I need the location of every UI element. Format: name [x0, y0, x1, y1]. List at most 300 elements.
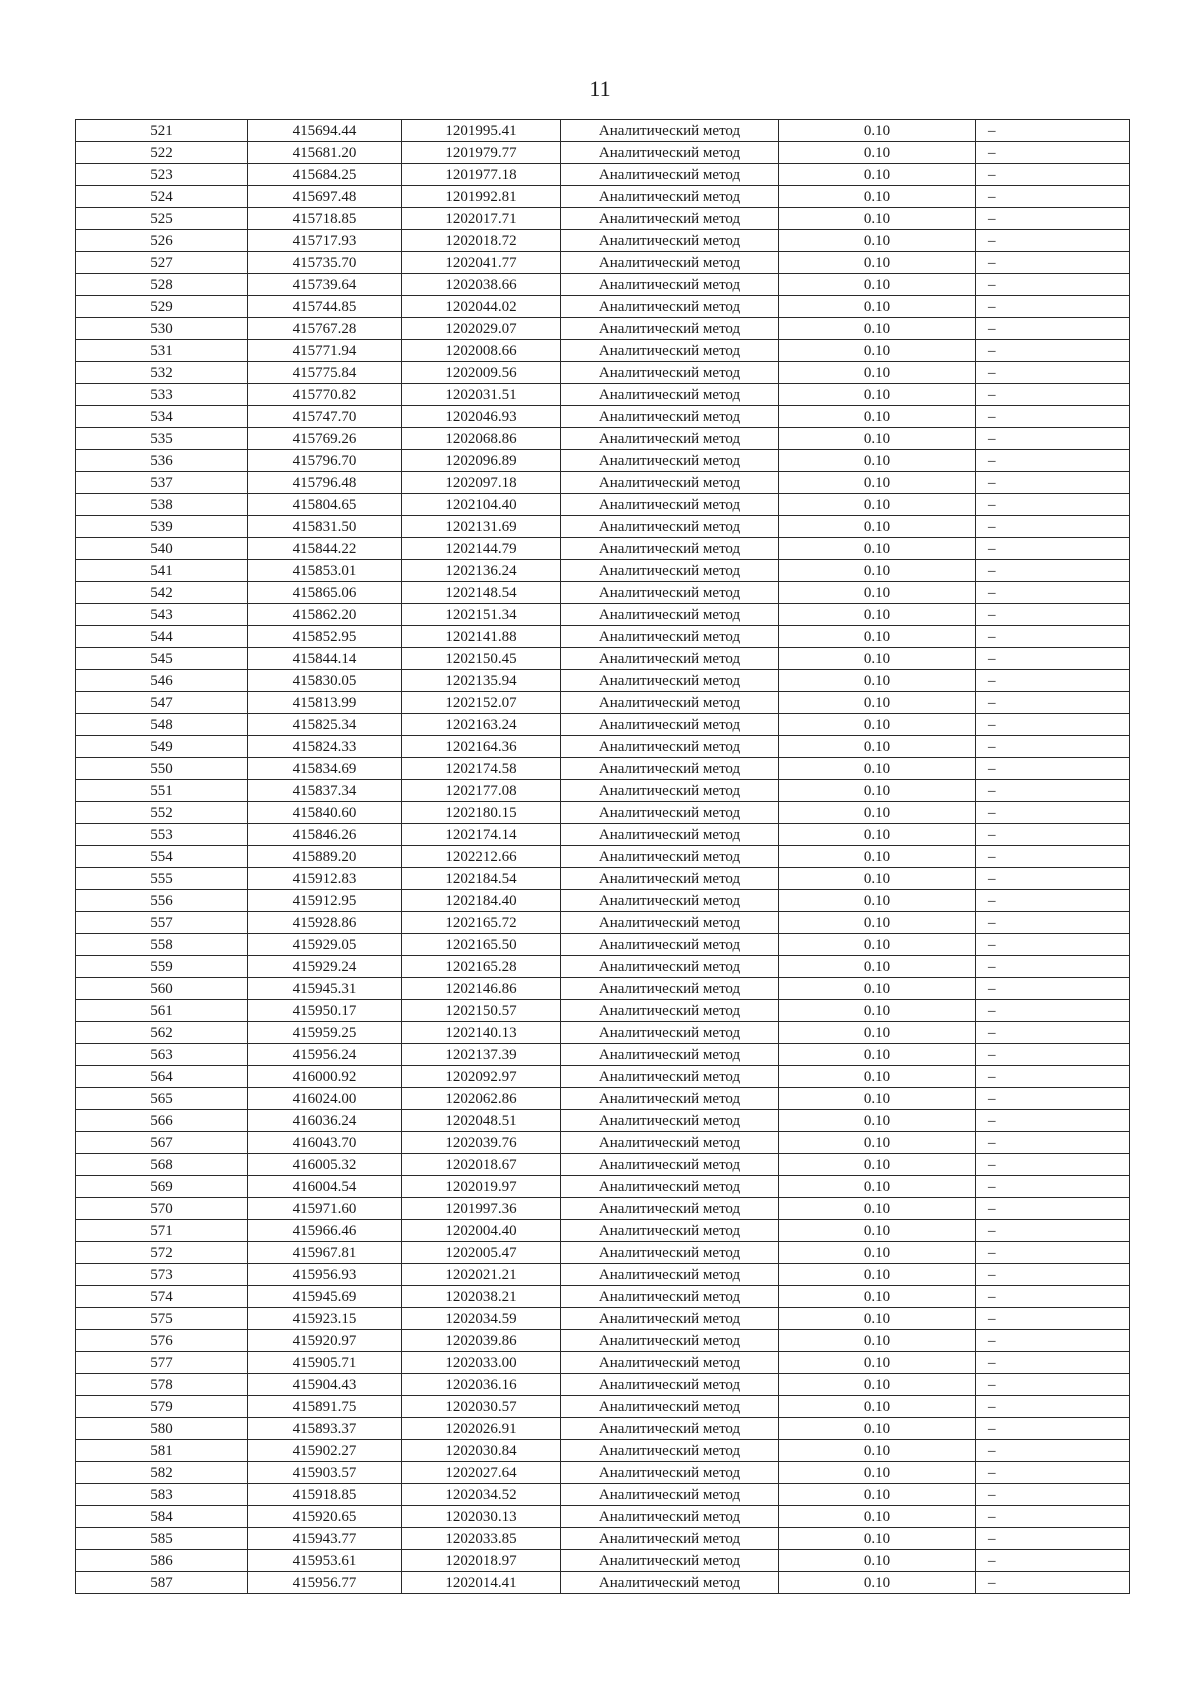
precision-cell: 0.10: [779, 494, 976, 516]
point-number-cell: 545: [76, 648, 248, 670]
table-row: [76, 428, 1130, 450]
x-coordinate-cell: 415950.17: [248, 1000, 402, 1022]
method-cell: Аналитический метод: [561, 1022, 779, 1044]
x-coordinate-cell: 415697.48: [248, 186, 402, 208]
x-coordinate-cell: 415853.01: [248, 560, 402, 582]
precision-cell: 0.10: [779, 318, 976, 340]
method-cell: Аналитический метод: [561, 164, 779, 186]
table-row: [76, 142, 1130, 164]
y-coordinate-cell: 1202165.72: [402, 912, 561, 934]
point-number-cell: 576: [76, 1330, 248, 1352]
table-row: [76, 1132, 1130, 1154]
precision-cell: 0.10: [779, 186, 976, 208]
table-row: [76, 1242, 1130, 1264]
point-number-cell: 570: [76, 1198, 248, 1220]
precision-cell: 0.10: [779, 1550, 976, 1572]
point-number-cell: 561: [76, 1000, 248, 1022]
point-number-cell: 565: [76, 1088, 248, 1110]
x-coordinate-cell: 415956.77: [248, 1572, 402, 1594]
precision-cell: 0.10: [779, 1396, 976, 1418]
x-coordinate-cell: 415840.60: [248, 802, 402, 824]
table-row: [76, 648, 1130, 670]
method-cell: Аналитический метод: [561, 912, 779, 934]
y-coordinate-cell: 1202150.57: [402, 1000, 561, 1022]
point-number-cell: 549: [76, 736, 248, 758]
precision-cell: 0.10: [779, 912, 976, 934]
precision-cell: 0.10: [779, 692, 976, 714]
x-coordinate-cell: 415852.95: [248, 626, 402, 648]
method-cell: Аналитический метод: [561, 824, 779, 846]
note-cell: –: [976, 296, 1130, 318]
method-cell: Аналитический метод: [561, 318, 779, 340]
note-cell: –: [976, 1330, 1130, 1352]
point-number-cell: 551: [76, 780, 248, 802]
table-row: [76, 604, 1130, 626]
x-coordinate-cell: 415929.24: [248, 956, 402, 978]
x-coordinate-cell: 415796.70: [248, 450, 402, 472]
method-cell: Аналитический метод: [561, 406, 779, 428]
y-coordinate-cell: 1202030.84: [402, 1440, 561, 1462]
note-cell: –: [976, 890, 1130, 912]
precision-cell: 0.10: [779, 1308, 976, 1330]
precision-cell: 0.10: [779, 934, 976, 956]
note-cell: –: [976, 1264, 1130, 1286]
point-number-cell: 533: [76, 384, 248, 406]
precision-cell: 0.10: [779, 1506, 976, 1528]
point-number-cell: 547: [76, 692, 248, 714]
y-coordinate-cell: 1202041.77: [402, 252, 561, 274]
x-coordinate-cell: 415912.83: [248, 868, 402, 890]
note-cell: –: [976, 142, 1130, 164]
x-coordinate-cell: 415844.22: [248, 538, 402, 560]
table-row: [76, 1044, 1130, 1066]
method-cell: Аналитический метод: [561, 538, 779, 560]
precision-cell: 0.10: [779, 1044, 976, 1066]
x-coordinate-cell: 415971.60: [248, 1198, 402, 1220]
x-coordinate-cell: 415834.69: [248, 758, 402, 780]
x-coordinate-cell: 415813.99: [248, 692, 402, 714]
table-row: [76, 1308, 1130, 1330]
y-coordinate-cell: 1202019.97: [402, 1176, 561, 1198]
x-coordinate-cell: 415681.20: [248, 142, 402, 164]
y-coordinate-cell: 1202039.76: [402, 1132, 561, 1154]
point-number-cell: 587: [76, 1572, 248, 1594]
y-coordinate-cell: 1202004.40: [402, 1220, 561, 1242]
point-number-cell: 584: [76, 1506, 248, 1528]
x-coordinate-cell: 415928.86: [248, 912, 402, 934]
note-cell: –: [976, 626, 1130, 648]
table-row: [76, 1198, 1130, 1220]
note-cell: –: [976, 736, 1130, 758]
precision-cell: 0.10: [779, 230, 976, 252]
x-coordinate-cell: 415902.27: [248, 1440, 402, 1462]
x-coordinate-cell: 415830.05: [248, 670, 402, 692]
note-cell: –: [976, 1022, 1130, 1044]
y-coordinate-cell: 1202005.47: [402, 1242, 561, 1264]
table-row: [76, 472, 1130, 494]
y-coordinate-cell: 1202131.69: [402, 516, 561, 538]
note-cell: –: [976, 384, 1130, 406]
method-cell: Аналитический метод: [561, 1176, 779, 1198]
x-coordinate-cell: 415837.34: [248, 780, 402, 802]
method-cell: Аналитический метод: [561, 1440, 779, 1462]
table-row: [76, 164, 1130, 186]
table-row: [76, 1484, 1130, 1506]
method-cell: Аналитический метод: [561, 142, 779, 164]
y-coordinate-cell: 1202018.72: [402, 230, 561, 252]
precision-cell: 0.10: [779, 604, 976, 626]
precision-cell: 0.10: [779, 956, 976, 978]
note-cell: –: [976, 956, 1130, 978]
note-cell: –: [976, 978, 1130, 1000]
y-coordinate-cell: 1202009.56: [402, 362, 561, 384]
method-cell: Аналитический метод: [561, 1352, 779, 1374]
x-coordinate-cell: 415912.95: [248, 890, 402, 912]
point-number-cell: 577: [76, 1352, 248, 1374]
precision-cell: 0.10: [779, 1220, 976, 1242]
precision-cell: 0.10: [779, 824, 976, 846]
table-row: [76, 1506, 1130, 1528]
y-coordinate-cell: 1202034.52: [402, 1484, 561, 1506]
note-cell: –: [976, 802, 1130, 824]
method-cell: Аналитический метод: [561, 626, 779, 648]
point-number-cell: 525: [76, 208, 248, 230]
x-coordinate-cell: 416005.32: [248, 1154, 402, 1176]
precision-cell: 0.10: [779, 626, 976, 648]
y-coordinate-cell: 1202135.94: [402, 670, 561, 692]
y-coordinate-cell: 1202008.66: [402, 340, 561, 362]
method-cell: Аналитический метод: [561, 472, 779, 494]
point-number-cell: 546: [76, 670, 248, 692]
method-cell: Аналитический метод: [561, 1088, 779, 1110]
point-number-cell: 531: [76, 340, 248, 362]
x-coordinate-cell: 416004.54: [248, 1176, 402, 1198]
y-coordinate-cell: 1201997.36: [402, 1198, 561, 1220]
x-coordinate-cell: 415923.15: [248, 1308, 402, 1330]
precision-cell: 0.10: [779, 1088, 976, 1110]
note-cell: –: [976, 1462, 1130, 1484]
precision-cell: 0.10: [779, 1418, 976, 1440]
note-cell: –: [976, 1396, 1130, 1418]
point-number-cell: 564: [76, 1066, 248, 1088]
note-cell: –: [976, 362, 1130, 384]
point-number-cell: 569: [76, 1176, 248, 1198]
x-coordinate-cell: 415966.46: [248, 1220, 402, 1242]
y-coordinate-cell: 1202092.97: [402, 1066, 561, 1088]
method-cell: Аналитический метод: [561, 648, 779, 670]
method-cell: Аналитический метод: [561, 802, 779, 824]
method-cell: Аналитический метод: [561, 934, 779, 956]
method-cell: Аналитический метод: [561, 1198, 779, 1220]
precision-cell: 0.10: [779, 1154, 976, 1176]
y-coordinate-cell: 1201977.18: [402, 164, 561, 186]
method-cell: Аналитический метод: [561, 1242, 779, 1264]
y-coordinate-cell: 1202184.40: [402, 890, 561, 912]
table-row: [76, 714, 1130, 736]
y-coordinate-cell: 1202152.07: [402, 692, 561, 714]
note-cell: –: [976, 1198, 1130, 1220]
precision-cell: 0.10: [779, 538, 976, 560]
note-cell: –: [976, 1110, 1130, 1132]
x-coordinate-cell: 415862.20: [248, 604, 402, 626]
precision-cell: 0.10: [779, 1352, 976, 1374]
x-coordinate-cell: 415717.93: [248, 230, 402, 252]
table-row: [76, 340, 1130, 362]
precision-cell: 0.10: [779, 296, 976, 318]
table-row: [76, 1374, 1130, 1396]
table-row: [76, 1000, 1130, 1022]
point-number-cell: 582: [76, 1462, 248, 1484]
y-coordinate-cell: 1202150.45: [402, 648, 561, 670]
method-cell: Аналитический метод: [561, 1066, 779, 1088]
point-number-cell: 536: [76, 450, 248, 472]
note-cell: –: [976, 604, 1130, 626]
method-cell: Аналитический метод: [561, 1462, 779, 1484]
precision-cell: 0.10: [779, 472, 976, 494]
precision-cell: 0.10: [779, 670, 976, 692]
precision-cell: 0.10: [779, 384, 976, 406]
precision-cell: 0.10: [779, 714, 976, 736]
x-coordinate-cell: 415846.26: [248, 824, 402, 846]
precision-cell: 0.10: [779, 1022, 976, 1044]
y-coordinate-cell: 1202033.00: [402, 1352, 561, 1374]
y-coordinate-cell: 1202151.34: [402, 604, 561, 626]
point-number-cell: 548: [76, 714, 248, 736]
method-cell: Аналитический метод: [561, 1418, 779, 1440]
table-row: [76, 384, 1130, 406]
table-row: [76, 1066, 1130, 1088]
table-row: [76, 978, 1130, 1000]
x-coordinate-cell: 416036.24: [248, 1110, 402, 1132]
x-coordinate-cell: 415953.61: [248, 1550, 402, 1572]
method-cell: Аналитический метод: [561, 1374, 779, 1396]
y-coordinate-cell: 1202031.51: [402, 384, 561, 406]
point-number-cell: 524: [76, 186, 248, 208]
precision-cell: 0.10: [779, 428, 976, 450]
method-cell: Аналитический метод: [561, 362, 779, 384]
table-row: [76, 670, 1130, 692]
note-cell: –: [976, 428, 1130, 450]
note-cell: –: [976, 230, 1130, 252]
note-cell: –: [976, 1550, 1130, 1572]
method-cell: Аналитический метод: [561, 384, 779, 406]
table-row: [76, 1572, 1130, 1594]
point-number-cell: 572: [76, 1242, 248, 1264]
method-cell: Аналитический метод: [561, 252, 779, 274]
table-row: [76, 1330, 1130, 1352]
table-row: [76, 1088, 1130, 1110]
point-number-cell: 534: [76, 406, 248, 428]
y-coordinate-cell: 1201979.77: [402, 142, 561, 164]
point-number-cell: 571: [76, 1220, 248, 1242]
note-cell: –: [976, 1154, 1130, 1176]
y-coordinate-cell: 1202165.28: [402, 956, 561, 978]
note-cell: –: [976, 1242, 1130, 1264]
y-coordinate-cell: 1202018.67: [402, 1154, 561, 1176]
method-cell: Аналитический метод: [561, 714, 779, 736]
precision-cell: 0.10: [779, 648, 976, 670]
y-coordinate-cell: 1202014.41: [402, 1572, 561, 1594]
note-cell: –: [976, 1440, 1130, 1462]
x-coordinate-cell: 415865.06: [248, 582, 402, 604]
method-cell: Аналитический метод: [561, 450, 779, 472]
note-cell: –: [976, 912, 1130, 934]
table-row: [76, 1418, 1130, 1440]
note-cell: –: [976, 1132, 1130, 1154]
x-coordinate-cell: 415904.43: [248, 1374, 402, 1396]
precision-cell: 0.10: [779, 1066, 976, 1088]
x-coordinate-cell: 415891.75: [248, 1396, 402, 1418]
point-number-cell: 552: [76, 802, 248, 824]
table-row: [76, 1352, 1130, 1374]
table-row: [76, 934, 1130, 956]
precision-cell: 0.10: [779, 978, 976, 1000]
note-cell: –: [976, 1000, 1130, 1022]
x-coordinate-cell: 415929.05: [248, 934, 402, 956]
x-coordinate-cell: 415824.33: [248, 736, 402, 758]
table-row: [76, 1110, 1130, 1132]
point-number-cell: 575: [76, 1308, 248, 1330]
y-coordinate-cell: 1202174.14: [402, 824, 561, 846]
x-coordinate-cell: 415943.77: [248, 1528, 402, 1550]
table-row: [76, 120, 1130, 142]
table-row: [76, 736, 1130, 758]
y-coordinate-cell: 1202146.86: [402, 978, 561, 1000]
point-number-cell: 573: [76, 1264, 248, 1286]
method-cell: Аналитический метод: [561, 956, 779, 978]
y-coordinate-cell: 1202036.16: [402, 1374, 561, 1396]
method-cell: Аналитический метод: [561, 1506, 779, 1528]
precision-cell: 0.10: [779, 582, 976, 604]
table-row: [76, 1154, 1130, 1176]
note-cell: –: [976, 450, 1130, 472]
y-coordinate-cell: 1202148.54: [402, 582, 561, 604]
precision-cell: 0.10: [779, 274, 976, 296]
method-cell: Аналитический метод: [561, 120, 779, 142]
precision-cell: 0.10: [779, 516, 976, 538]
y-coordinate-cell: 1202163.24: [402, 714, 561, 736]
point-number-cell: 532: [76, 362, 248, 384]
x-coordinate-cell: 415918.85: [248, 1484, 402, 1506]
y-coordinate-cell: 1202018.97: [402, 1550, 561, 1572]
y-coordinate-cell: 1202029.07: [402, 318, 561, 340]
precision-cell: 0.10: [779, 362, 976, 384]
note-cell: –: [976, 868, 1130, 890]
method-cell: Аналитический метод: [561, 1132, 779, 1154]
method-cell: Аналитический метод: [561, 1286, 779, 1308]
x-coordinate-cell: 415767.28: [248, 318, 402, 340]
method-cell: Аналитический метод: [561, 758, 779, 780]
method-cell: Аналитический метод: [561, 890, 779, 912]
method-cell: Аналитический метод: [561, 978, 779, 1000]
note-cell: –: [976, 560, 1130, 582]
note-cell: –: [976, 780, 1130, 802]
table-row: [76, 252, 1130, 274]
note-cell: –: [976, 1528, 1130, 1550]
table-row: [76, 406, 1130, 428]
x-coordinate-cell: 415956.24: [248, 1044, 402, 1066]
x-coordinate-cell: 415770.82: [248, 384, 402, 406]
x-coordinate-cell: 415775.84: [248, 362, 402, 384]
precision-cell: 0.10: [779, 1330, 976, 1352]
precision-cell: 0.10: [779, 164, 976, 186]
table-row: [76, 560, 1130, 582]
precision-cell: 0.10: [779, 142, 976, 164]
note-cell: –: [976, 186, 1130, 208]
method-cell: Аналитический метод: [561, 274, 779, 296]
y-coordinate-cell: 1202177.08: [402, 780, 561, 802]
table-row: [76, 318, 1130, 340]
point-number-cell: 541: [76, 560, 248, 582]
table-row: [76, 362, 1130, 384]
x-coordinate-cell: 415967.81: [248, 1242, 402, 1264]
y-coordinate-cell: 1202044.02: [402, 296, 561, 318]
y-coordinate-cell: 1202180.15: [402, 802, 561, 824]
method-cell: Аналитический метод: [561, 1308, 779, 1330]
x-coordinate-cell: 415920.97: [248, 1330, 402, 1352]
table-row: [76, 956, 1130, 978]
table-row: [76, 1264, 1130, 1286]
point-number-cell: 555: [76, 868, 248, 890]
point-number-cell: 567: [76, 1132, 248, 1154]
precision-cell: 0.10: [779, 560, 976, 582]
method-cell: Аналитический метод: [561, 1264, 779, 1286]
table-row: [76, 538, 1130, 560]
note-cell: –: [976, 1352, 1130, 1374]
table-row: [76, 1528, 1130, 1550]
note-cell: –: [976, 670, 1130, 692]
table-row: [76, 1440, 1130, 1462]
method-cell: Аналитический метод: [561, 1572, 779, 1594]
point-number-cell: 560: [76, 978, 248, 1000]
x-coordinate-cell: 415889.20: [248, 846, 402, 868]
point-number-cell: 574: [76, 1286, 248, 1308]
point-number-cell: 556: [76, 890, 248, 912]
note-cell: –: [976, 758, 1130, 780]
y-coordinate-cell: 1202174.58: [402, 758, 561, 780]
x-coordinate-cell: 415804.65: [248, 494, 402, 516]
precision-cell: 0.10: [779, 1374, 976, 1396]
point-number-cell: 542: [76, 582, 248, 604]
note-cell: –: [976, 1286, 1130, 1308]
x-coordinate-cell: 415694.44: [248, 120, 402, 142]
note-cell: –: [976, 648, 1130, 670]
point-number-cell: 578: [76, 1374, 248, 1396]
note-cell: –: [976, 120, 1130, 142]
precision-cell: 0.10: [779, 450, 976, 472]
y-coordinate-cell: 1202144.79: [402, 538, 561, 560]
method-cell: Аналитический метод: [561, 780, 779, 802]
precision-cell: 0.10: [779, 1110, 976, 1132]
x-coordinate-cell: 415684.25: [248, 164, 402, 186]
method-cell: Аналитический метод: [561, 868, 779, 890]
table-row: [76, 230, 1130, 252]
point-number-cell: 558: [76, 934, 248, 956]
y-coordinate-cell: 1202140.13: [402, 1022, 561, 1044]
method-cell: Аналитический метод: [561, 230, 779, 252]
precision-cell: 0.10: [779, 758, 976, 780]
method-cell: Аналитический метод: [561, 1330, 779, 1352]
precision-cell: 0.10: [779, 780, 976, 802]
method-cell: Аналитический метод: [561, 736, 779, 758]
y-coordinate-cell: 1202039.86: [402, 1330, 561, 1352]
precision-cell: 0.10: [779, 252, 976, 274]
method-cell: Аналитический метод: [561, 1044, 779, 1066]
precision-cell: 0.10: [779, 1198, 976, 1220]
x-coordinate-cell: 415844.14: [248, 648, 402, 670]
y-coordinate-cell: 1201992.81: [402, 186, 561, 208]
y-coordinate-cell: 1202068.86: [402, 428, 561, 450]
